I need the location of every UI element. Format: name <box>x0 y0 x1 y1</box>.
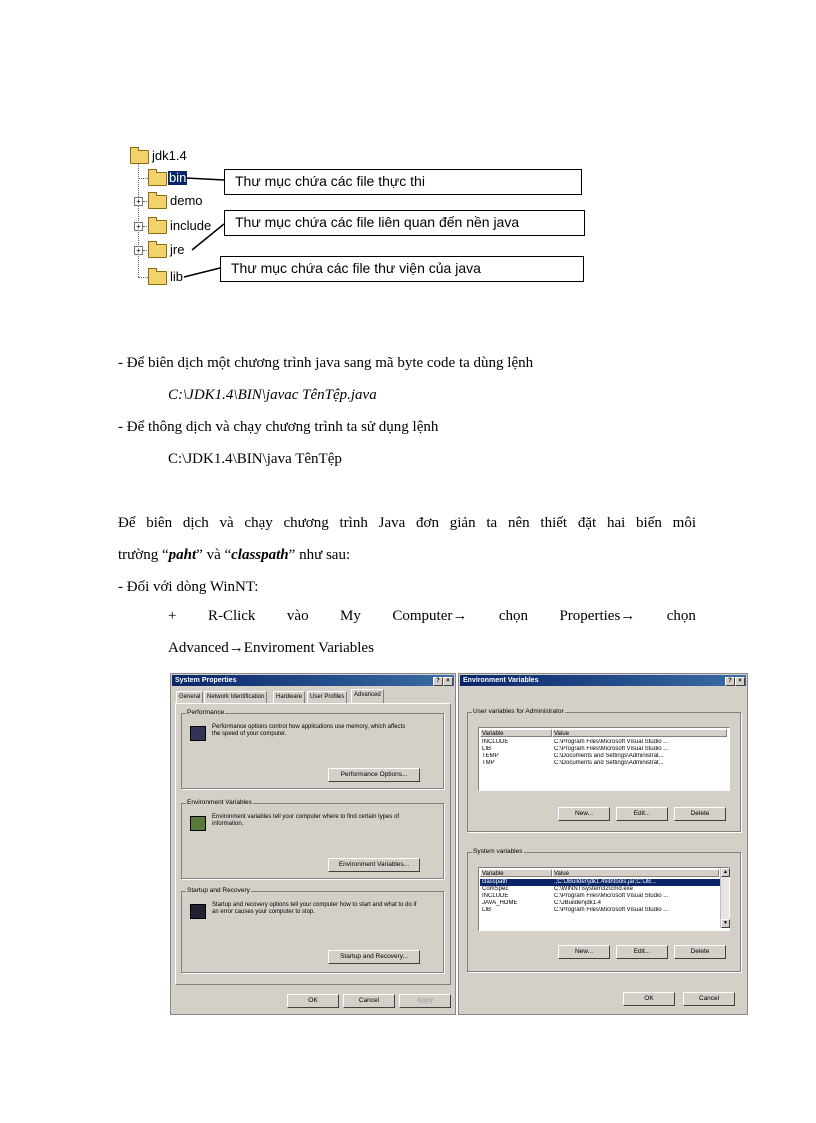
list-item[interactable]: INCLUDE C:\Program Files\Microsoft Visual Studio ... <box>482 739 669 745</box>
system-edit-button[interactable]: Edit... <box>616 945 668 959</box>
cancel-button[interactable]: Cancel <box>683 992 735 1006</box>
performance-options-button[interactable]: Performance Options... <box>328 768 420 782</box>
tree-item-include[interactable]: include <box>170 218 212 233</box>
text-line-compile: - Để biên dịch một chương trình java sang mã byte code ta dùng lệnh <box>118 355 534 371</box>
ok-button[interactable]: OK <box>287 994 339 1008</box>
close-icon[interactable]: × <box>443 677 453 686</box>
group-label: System variables <box>473 848 523 855</box>
group-label: Environment Variables <box>187 799 252 806</box>
list-item[interactable]: TMP C:\Documents and Settings\Administrat... <box>482 760 664 766</box>
expand-icon[interactable]: + <box>134 222 143 231</box>
startup-recovery-button[interactable]: Startup and Recovery... <box>328 950 420 964</box>
column-header-value[interactable]: Value <box>552 729 727 737</box>
system-variables-list[interactable] <box>478 867 730 931</box>
tree-root-label: jdk1.4 <box>152 148 187 163</box>
column-header-value[interactable]: Value <box>552 869 719 877</box>
scroll-down-icon[interactable]: ▼ <box>721 919 730 928</box>
text-para-env: Để biên dịch và chạy chương trình Java đơn giản ta nên thiết đặt hai biến môi <box>118 515 696 531</box>
scroll-up-icon[interactable]: ▲ <box>721 868 730 877</box>
list-item[interactable]: LIB C:\Program Files\Microsoft Visual Studio ... <box>482 746 669 752</box>
group-label: Performance <box>187 709 225 716</box>
help-icon[interactable]: ? <box>725 677 735 686</box>
tab-hardware[interactable]: Hardware <box>273 691 305 703</box>
dialog-titlebar: Environment Variables ? × <box>460 675 746 686</box>
text-para-env-2: trường “paht” và “classpath” như sau: <box>118 547 351 563</box>
group-description: Performance options control how applications use memory, which affects the speed of your computer. <box>212 724 406 737</box>
group-label: User variables for Administrator <box>473 708 564 715</box>
list-item[interactable]: JAVA_HOME C:\JBuilder\jdk1.4 <box>482 900 602 906</box>
callout-jre: Thư mục chứa các file liên quan đến nền java <box>224 210 585 236</box>
text-bullet-line: + R-Click vào My Computer→ chọn Properties→ chọn <box>168 608 696 624</box>
list-item[interactable]: TEMP C:\Documents and Settings\Administrat... <box>482 753 664 759</box>
callout-bin: Thư mục chứa các file thực thi <box>224 169 582 195</box>
user-delete-button[interactable]: Delete <box>674 807 726 821</box>
user-variables-list[interactable] <box>478 727 730 791</box>
tab-general[interactable]: General <box>176 691 203 703</box>
performance-group <box>181 709 444 789</box>
group-description: Startup and recovery options tell your computer how to start and what to do if an error causes your computer to stop. <box>212 902 417 915</box>
environment-group <box>181 799 444 879</box>
text-bullet-line-2: Advanced→Enviroment Variables <box>168 640 374 656</box>
expand-icon[interactable]: + <box>134 197 143 206</box>
group-description: Environment variables tell your computer where to find certain types of information. <box>212 814 400 827</box>
tree-item-lib[interactable]: lib <box>170 269 184 284</box>
apply-button[interactable]: Apply <box>399 994 451 1008</box>
environment-variables-dialog <box>458 673 748 1015</box>
ok-button[interactable]: OK <box>623 992 675 1006</box>
tree-item-jre[interactable]: jre <box>170 242 185 257</box>
environment-icon <box>190 816 206 831</box>
text-winnt: - Đối với dòng WinNT: <box>118 579 259 595</box>
list-item[interactable]: LIB C:\Program Files\Microsoft Visual Studio ... <box>482 907 669 913</box>
tab-user-profiles[interactable]: User Profiles <box>307 691 347 703</box>
tree-item-demo[interactable]: demo <box>170 193 203 208</box>
group-label: Startup and Recovery <box>187 887 250 894</box>
user-edit-button[interactable]: Edit... <box>616 807 668 821</box>
close-icon[interactable]: × <box>735 677 745 686</box>
list-item[interactable]: INCLUDE C:\Program Files\Microsoft Visual Studio ... <box>482 893 669 899</box>
tab-advanced[interactable]: Advanced <box>351 689 384 703</box>
help-icon[interactable]: ? <box>433 677 443 686</box>
user-new-button[interactable]: New... <box>558 807 610 821</box>
tree-item-bin[interactable]: bin <box>169 170 187 185</box>
dialog-titlebar: System Properties ? × <box>172 675 454 686</box>
column-header-variable[interactable]: Variable <box>480 869 552 877</box>
scrollbar[interactable] <box>720 868 729 928</box>
system-variables-group <box>467 848 741 972</box>
system-properties-dialog <box>170 673 456 1015</box>
tab-panel <box>175 703 451 985</box>
list-item[interactable]: ComSpec C:\WINNT\system32\cmd.exe <box>482 886 634 892</box>
cancel-button[interactable]: Cancel <box>343 994 395 1008</box>
environment-variables-button[interactable]: Environment Variables... <box>328 858 420 872</box>
text-line-interpret: - Để thông dịch và chạy chương trình ta sử dụng lệnh <box>118 419 439 435</box>
startup-group <box>181 887 444 973</box>
column-header-variable[interactable]: Variable <box>480 729 552 737</box>
callout-lib: Thư mục chứa các file thư viện của java <box>220 256 584 282</box>
performance-icon <box>190 726 206 741</box>
text-cmd-javac: C:\JDK1.4\BIN\javac TênTệp.java <box>168 387 377 403</box>
list-item-selected[interactable]: classpath .;C:\JBuilder\jdk1.4\lib\tools.jar;C:\JB... <box>480 879 721 886</box>
tab-network-identification[interactable]: Network Identification <box>204 691 267 703</box>
system-new-button[interactable]: New... <box>558 945 610 959</box>
text-cmd-java: C:\JDK1.4\BIN\java TênTệp <box>168 451 342 467</box>
user-variables-group <box>467 708 741 832</box>
startup-icon <box>190 904 206 919</box>
folder-tree-figure <box>118 140 592 286</box>
expand-icon[interactable]: + <box>134 246 143 255</box>
system-delete-button[interactable]: Delete <box>674 945 726 959</box>
